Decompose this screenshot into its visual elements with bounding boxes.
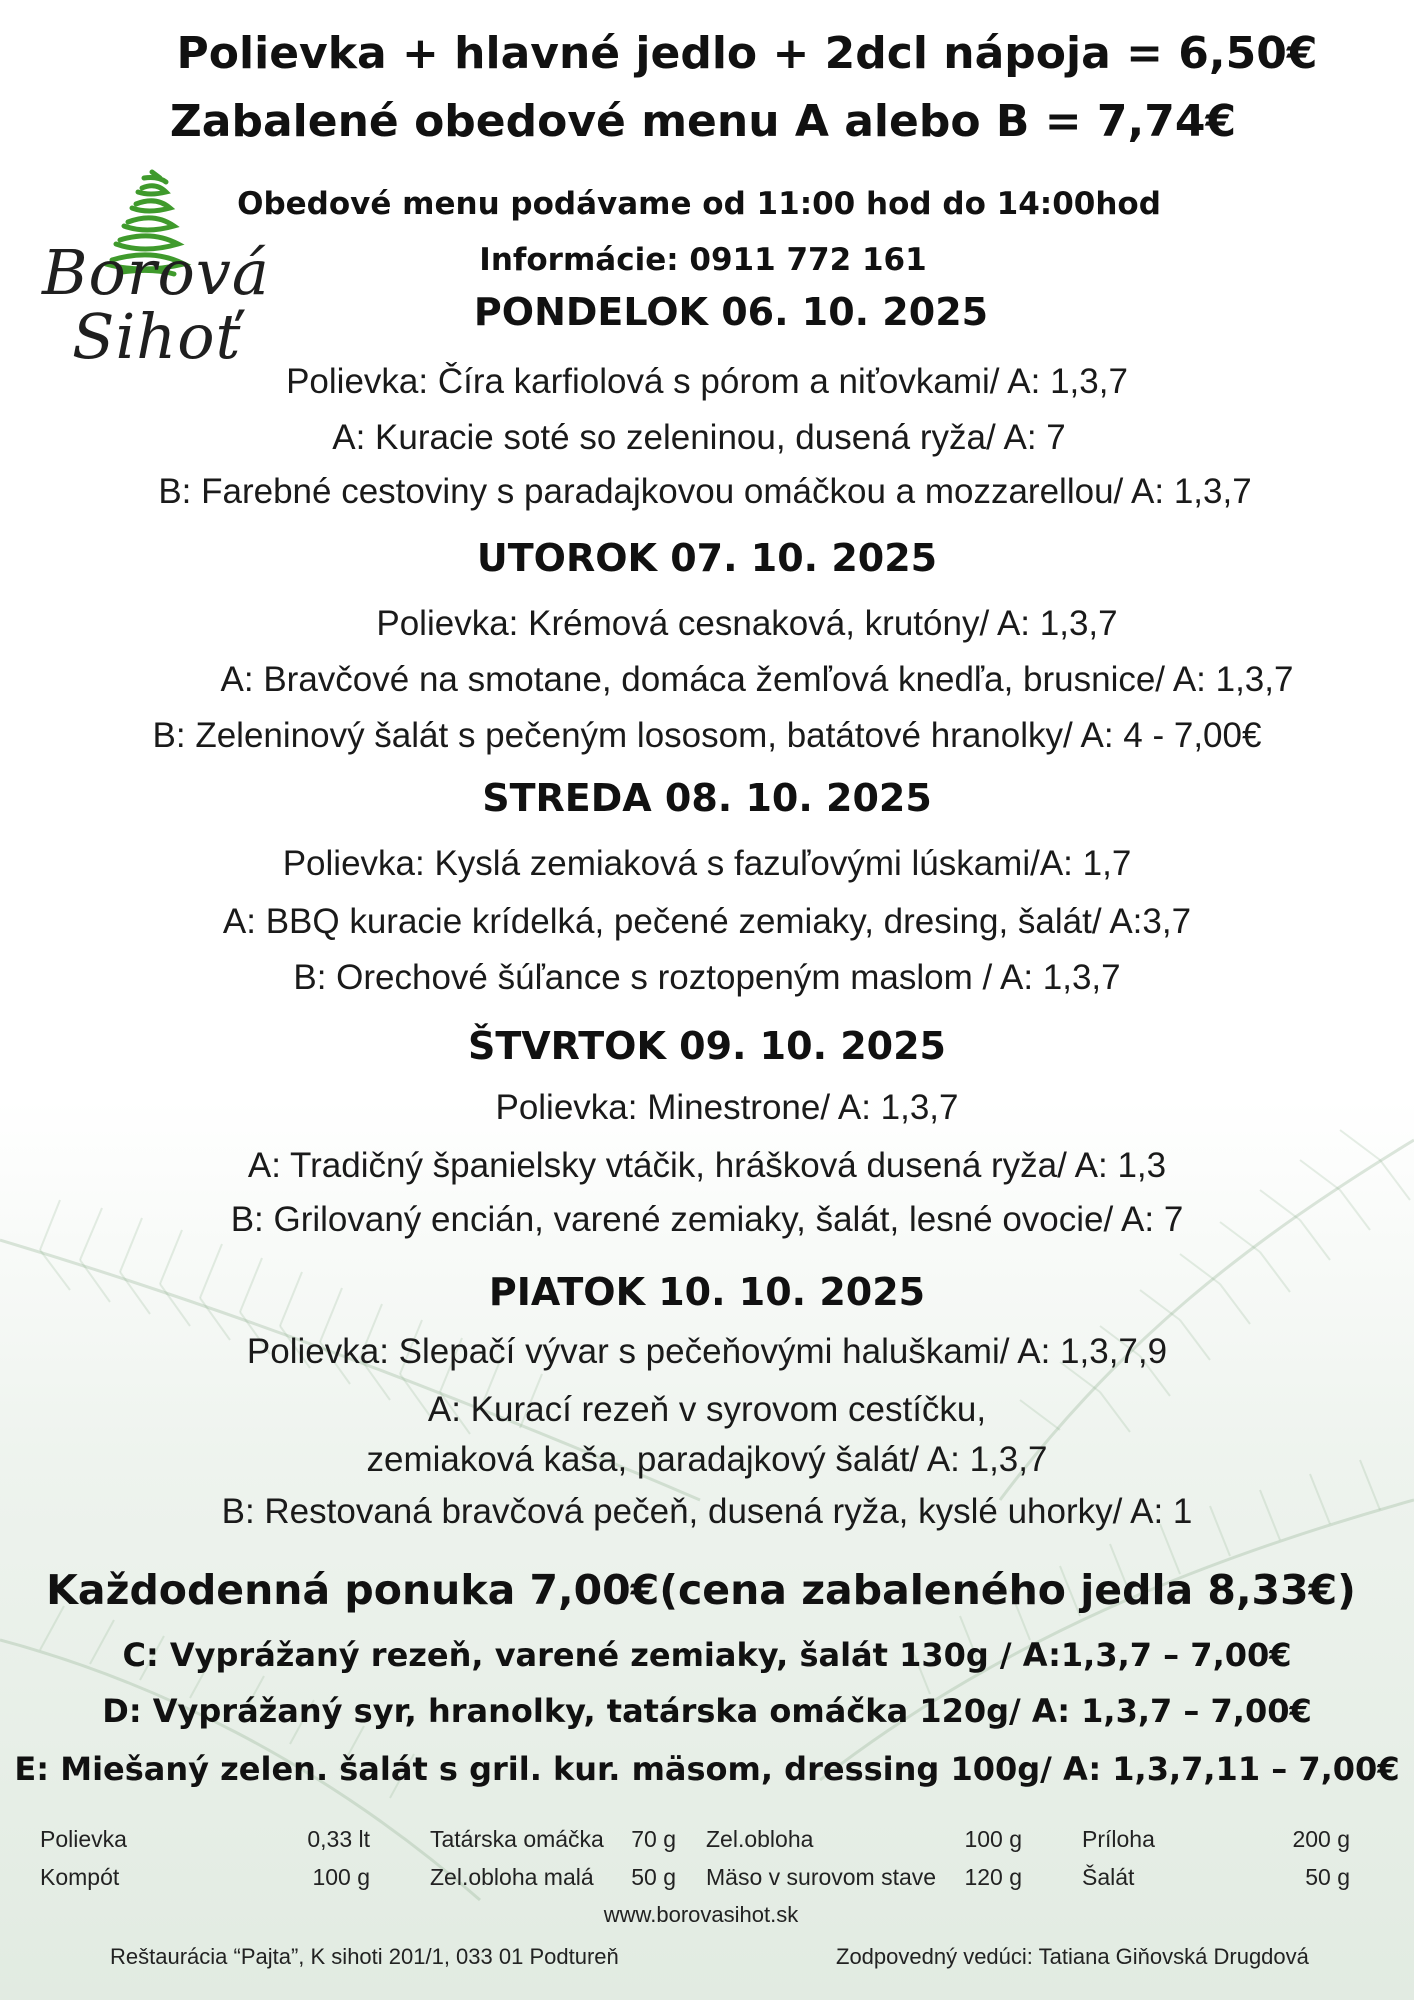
- day-title-thursday: ŠTVRTOK 09. 10. 2025: [467, 1024, 946, 1068]
- portion-value-polievka: 0,33 lt: [307, 1826, 370, 1852]
- wednesday-menu-b: B: Orechové šúľance s roztopeným maslom / A: 1,3,7: [293, 958, 1121, 997]
- logo-word-borova: Borová: [42, 236, 270, 309]
- portion-value-salat: 50 g: [1305, 1864, 1350, 1890]
- logo-word-sihot: Sihoť: [72, 300, 242, 373]
- monday-menu-a: A: Kuracie soté so zeleninou, dusená ryža/ A: 7: [332, 418, 1066, 457]
- portion-value-maso: 120 g: [964, 1864, 1022, 1890]
- monday-soup: Polievka: Číra karfiolová s pórom a niťovkami/ A: 1,3,7: [286, 362, 1128, 401]
- monday-menu-b: B: Farebné cestoviny s paradajkovou omáčkou a mozzarellou/ A: 1,3,7: [158, 472, 1252, 511]
- wednesday-soup: Polievka: Kyslá zemiaková s fazuľovými lúskami/A: 1,7: [282, 844, 1132, 883]
- day-title-wednesday: STREDA 08. 10. 2025: [482, 776, 932, 820]
- portion-value-priloha: 200 g: [1292, 1826, 1350, 1852]
- daily-offer-title: Každodenná ponuka 7,00€(cena zabaleného jedla 8,33€): [46, 1566, 1356, 1614]
- daily-offer-c: C: Vyprážaný rezeň, varené zemiaky, šalát 130g / A:1,3,7 – 7,00€: [122, 1636, 1292, 1674]
- thursday-menu-a: A: Tradičný španielsky vtáčik, hrášková dusená ryža/ A: 1,3: [247, 1146, 1167, 1185]
- combo-price-headline: Polievka + hlavné jedlo + 2dcl nápoja = 6,50€: [176, 28, 1318, 79]
- day-title-monday: PONDELOK 06. 10. 2025: [473, 290, 989, 334]
- tuesday-menu-a: A: Bravčové na smotane, domáca žemľová knedľa, brusnice/ A: 1,3,7: [220, 660, 1294, 699]
- packed-menu-price-headline: Zabalené obedové menu A alebo B = 7,74€: [169, 96, 1237, 147]
- website-link[interactable]: www.borovasihot.sk: [603, 1902, 799, 1927]
- portion-value-obloha-mala: 50 g: [631, 1864, 676, 1890]
- friday-menu-a-line2: zemiaková kaša, paradajkový šalát/ A: 1,3,7: [366, 1440, 1048, 1479]
- restaurant-address: Reštaurácia “Pajta”, K sihoti 201/1, 033 01 Podtureň: [110, 1944, 619, 1969]
- manager-name: Zodpovedný vedúci: Tatiana Giňovská Drugdová: [836, 1944, 1309, 1969]
- day-title-tuesday: UTOROK 07. 10. 2025: [476, 536, 938, 580]
- tuesday-soup: Polievka: Krémová cesnaková, krutóny/ A: 1,3,7: [376, 604, 1118, 643]
- portion-label-kompot: Kompót: [40, 1864, 120, 1890]
- thursday-soup: Polievka: Minestrone/ A: 1,3,7: [495, 1088, 959, 1127]
- daily-offer-d: D: Vyprážaný syr, hranolky, tatárska omáčka 120g/ A: 1,3,7 – 7,00€: [102, 1692, 1312, 1730]
- portion-label-salat: Šalát: [1082, 1864, 1135, 1890]
- friday-soup: Polievka: Slepačí vývar s pečeňovými haluškami/ A: 1,3,7,9: [246, 1332, 1168, 1371]
- info-phone: Informácie: 0911 772 161: [479, 242, 927, 278]
- serving-hours: Obedové menu podávame od 11:00 hod do 14:00hod: [237, 186, 1161, 222]
- friday-menu-a-line1: A: Kurací rezeň v syrovom cestíčku,: [427, 1390, 987, 1429]
- portion-label-maso: Mäso v surovom stave: [706, 1864, 937, 1890]
- portion-value-obloha: 100 g: [964, 1826, 1022, 1852]
- day-title-friday: PIATOK 10. 10. 2025: [488, 1270, 926, 1314]
- portion-label-priloha: Príloha: [1082, 1826, 1155, 1852]
- wednesday-menu-a: A: BBQ kuracie krídelká, pečené zemiaky, dresing, šalát/ A:3,7: [222, 902, 1192, 941]
- daily-offer-e: E: Miešaný zelen. šalát s gril. kur. mäsom, dressing 100g/ A: 1,3,7,11 – 7,00€: [14, 1750, 1400, 1788]
- portion-label-obloha: Zel.obloha: [706, 1826, 814, 1852]
- thursday-menu-b: B: Grilovaný encián, varené zemiaky, šalát, lesné ovocie/ A: 7: [230, 1200, 1184, 1239]
- portion-label-obloha-mala: Zel.obloha malá: [430, 1864, 594, 1890]
- portion-value-kompot: 100 g: [312, 1864, 370, 1890]
- portion-value-tatarska: 70 g: [631, 1826, 676, 1852]
- portion-label-polievka: Polievka: [40, 1826, 127, 1852]
- friday-menu-b: B: Restovaná bravčová pečeň, dusená ryža, kyslé uhorky/ A: 1: [221, 1492, 1193, 1531]
- tuesday-menu-b: B: Zeleninový šalát s pečeným lososom, batátové hranolky/ A: 4 - 7,00€: [152, 716, 1262, 755]
- portion-label-tatarska: Tatárska omáčka: [430, 1826, 604, 1852]
